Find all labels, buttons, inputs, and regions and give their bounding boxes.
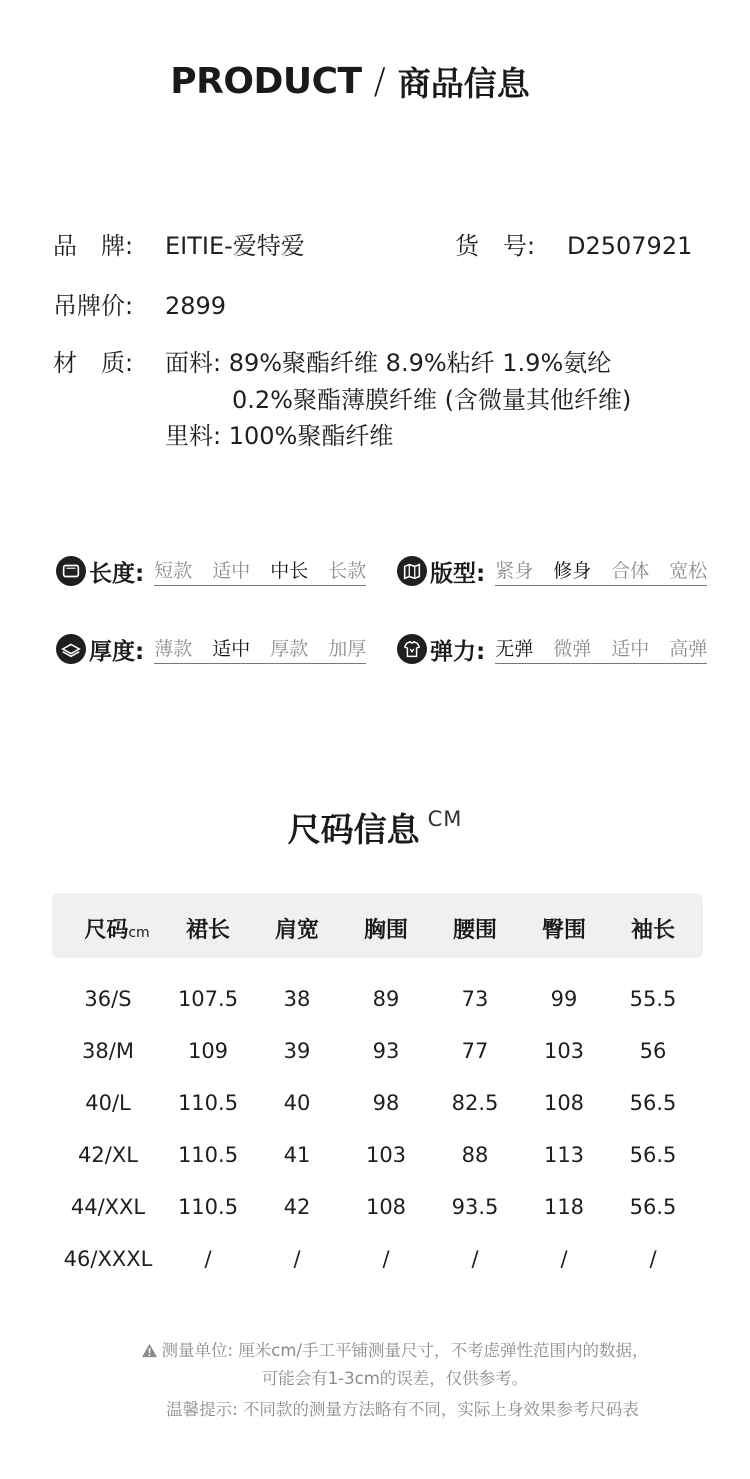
table-cell: 110.5: [177, 1195, 239, 1219]
fit-label: 版型:: [430, 560, 486, 587]
code-label: 货 号:: [455, 232, 536, 260]
note-line3: 温馨提示: 不同款的测量方法略有不同，实际上身效果参考尺码表: [166, 1400, 639, 1419]
material-line3: 里料: 100%聚酯纤维: [165, 422, 394, 450]
table-cell: 103: [543, 1039, 585, 1063]
table-cell: /: [560, 1247, 568, 1271]
table-cell: 42: [283, 1195, 311, 1219]
table-cell: 56.5: [629, 1143, 677, 1167]
header-unit: cm: [128, 925, 150, 941]
length-option: 长款: [328, 560, 367, 582]
attr-length: [56, 554, 366, 588]
table-header-cell: 袖长: [630, 918, 675, 943]
table-header-cell: 腰围: [452, 918, 497, 943]
table-cell: 107.5: [177, 987, 239, 1011]
thickness-option-selected: 适中: [212, 638, 251, 660]
length-option: 短款: [154, 560, 193, 582]
note-line2: 可能会有1-3cm的误差，仅供参考。: [261, 1369, 529, 1388]
material-line2: 0.2%聚酯薄膜纤维 (含微量其他纤维): [232, 386, 632, 414]
table-cell: 56: [639, 1039, 667, 1063]
table-cell: 109: [187, 1039, 229, 1063]
elasticity-label: 弹力:: [430, 638, 486, 665]
table-row-size: 40/L: [85, 1091, 131, 1115]
table-cell: 38: [283, 987, 311, 1011]
table-cell: 108: [365, 1195, 407, 1219]
table-cell: 55.5: [629, 987, 677, 1011]
table-cell: 113: [543, 1143, 585, 1167]
elasticity-option: 高弹: [669, 638, 708, 660]
material-label: 材 质:: [53, 349, 134, 377]
table-header-cell: 肩宽: [274, 918, 319, 943]
item-code: [455, 226, 692, 261]
table-cell: 99: [550, 987, 578, 1011]
table-cell: 93.5: [451, 1195, 499, 1219]
table-cell: 73: [461, 987, 489, 1011]
table-cell: /: [649, 1247, 657, 1271]
thickness-option: 加厚: [328, 638, 367, 660]
table-cell: 108: [543, 1091, 585, 1115]
material-line1: 面料: 89%聚酯纤维 8.9%粘纤 1.9%氨纶: [165, 349, 612, 377]
table-cell: /: [293, 1247, 301, 1271]
fit-option-selected: 修身: [553, 560, 592, 582]
thickness-label: 厚度:: [89, 638, 145, 665]
price-row: [53, 286, 226, 321]
size-section-title: [0, 804, 750, 851]
brand-row: [53, 226, 703, 261]
table-header-cell: 裙长: [185, 918, 230, 943]
length-icon: [56, 556, 86, 586]
table-cell: 56.5: [629, 1195, 677, 1219]
table-header-cell: 胸围: [363, 918, 408, 943]
length-options: [154, 556, 366, 586]
attr-elasticity: [397, 632, 707, 666]
fit-icon: [397, 556, 427, 586]
table-cell: 88: [461, 1143, 489, 1167]
table-row-size: 46/XXXL: [63, 1247, 153, 1271]
note-line1: [0, 1337, 750, 1361]
thickness-icon: [56, 634, 86, 664]
table-cell: 89: [372, 987, 400, 1011]
table-row-size: 44/XXL: [70, 1195, 146, 1219]
table-cell: /: [471, 1247, 479, 1271]
table-cell: 110.5: [177, 1091, 239, 1115]
elasticity-option-selected: 无弹: [495, 638, 534, 660]
fit-option: 紧身: [495, 560, 534, 582]
length-option-selected: 中长: [270, 560, 309, 582]
material-row: [53, 343, 611, 378]
table-cell: 56.5: [629, 1091, 677, 1115]
length-label: 长度:: [89, 560, 145, 587]
note-text-1: 测量单位: 厘米cm/手工平铺测量尺寸，不考虑弹性范围内的数据，: [161, 1341, 649, 1360]
elasticity-options: [495, 634, 707, 664]
table-header-cell: 臀围: [541, 918, 586, 943]
table-cell: 77: [461, 1039, 489, 1063]
table-row-size: 42/XL: [78, 1143, 138, 1167]
table-cell: 93: [372, 1039, 400, 1063]
price-label: 吊牌价:: [53, 292, 134, 320]
fit-option: 合体: [611, 560, 650, 582]
code-value: D2507921: [567, 232, 693, 260]
table-cell: 103: [365, 1143, 407, 1167]
size-title: 尺码信息: [287, 810, 420, 849]
header-title-en: PRODUCT: [170, 61, 362, 102]
table-cell: 110.5: [177, 1143, 239, 1167]
brand-value: EITIE-爱特爱: [165, 232, 305, 260]
brand-label: 品 牌:: [53, 232, 134, 260]
fit-option: 宽松: [669, 560, 708, 582]
table-cell: /: [204, 1247, 212, 1271]
attr-fit: [397, 554, 707, 588]
table-cell: 82.5: [451, 1091, 499, 1115]
page-header: [0, 58, 700, 105]
price-value: 2899: [165, 292, 227, 320]
table-cell: 40: [283, 1091, 311, 1115]
table-cell: 39: [283, 1039, 311, 1063]
table-cell: 118: [543, 1195, 585, 1219]
elasticity-option: 适中: [611, 638, 650, 660]
header-title-zh: 商品信息: [397, 64, 530, 103]
table-cell: 98: [372, 1091, 400, 1115]
elasticity-option: 微弹: [553, 638, 592, 660]
size-unit: CM: [427, 807, 463, 831]
table-row-size: 38/M: [82, 1039, 134, 1063]
header-separator: /: [373, 61, 386, 102]
table-cell: /: [382, 1247, 390, 1271]
thickness-option: 厚款: [270, 638, 309, 660]
table-cell: 41: [283, 1143, 311, 1167]
thickness-option: 薄款: [154, 638, 193, 660]
table-row-size: 36/S: [84, 987, 132, 1011]
table-header-cell: 尺码cm: [84, 918, 150, 943]
elasticity-icon: [397, 634, 427, 664]
warning-icon: [141, 1343, 158, 1358]
length-option: 适中: [212, 560, 251, 582]
attr-thickness: [56, 632, 366, 666]
fit-options: [495, 556, 707, 586]
thickness-options: [154, 634, 366, 664]
